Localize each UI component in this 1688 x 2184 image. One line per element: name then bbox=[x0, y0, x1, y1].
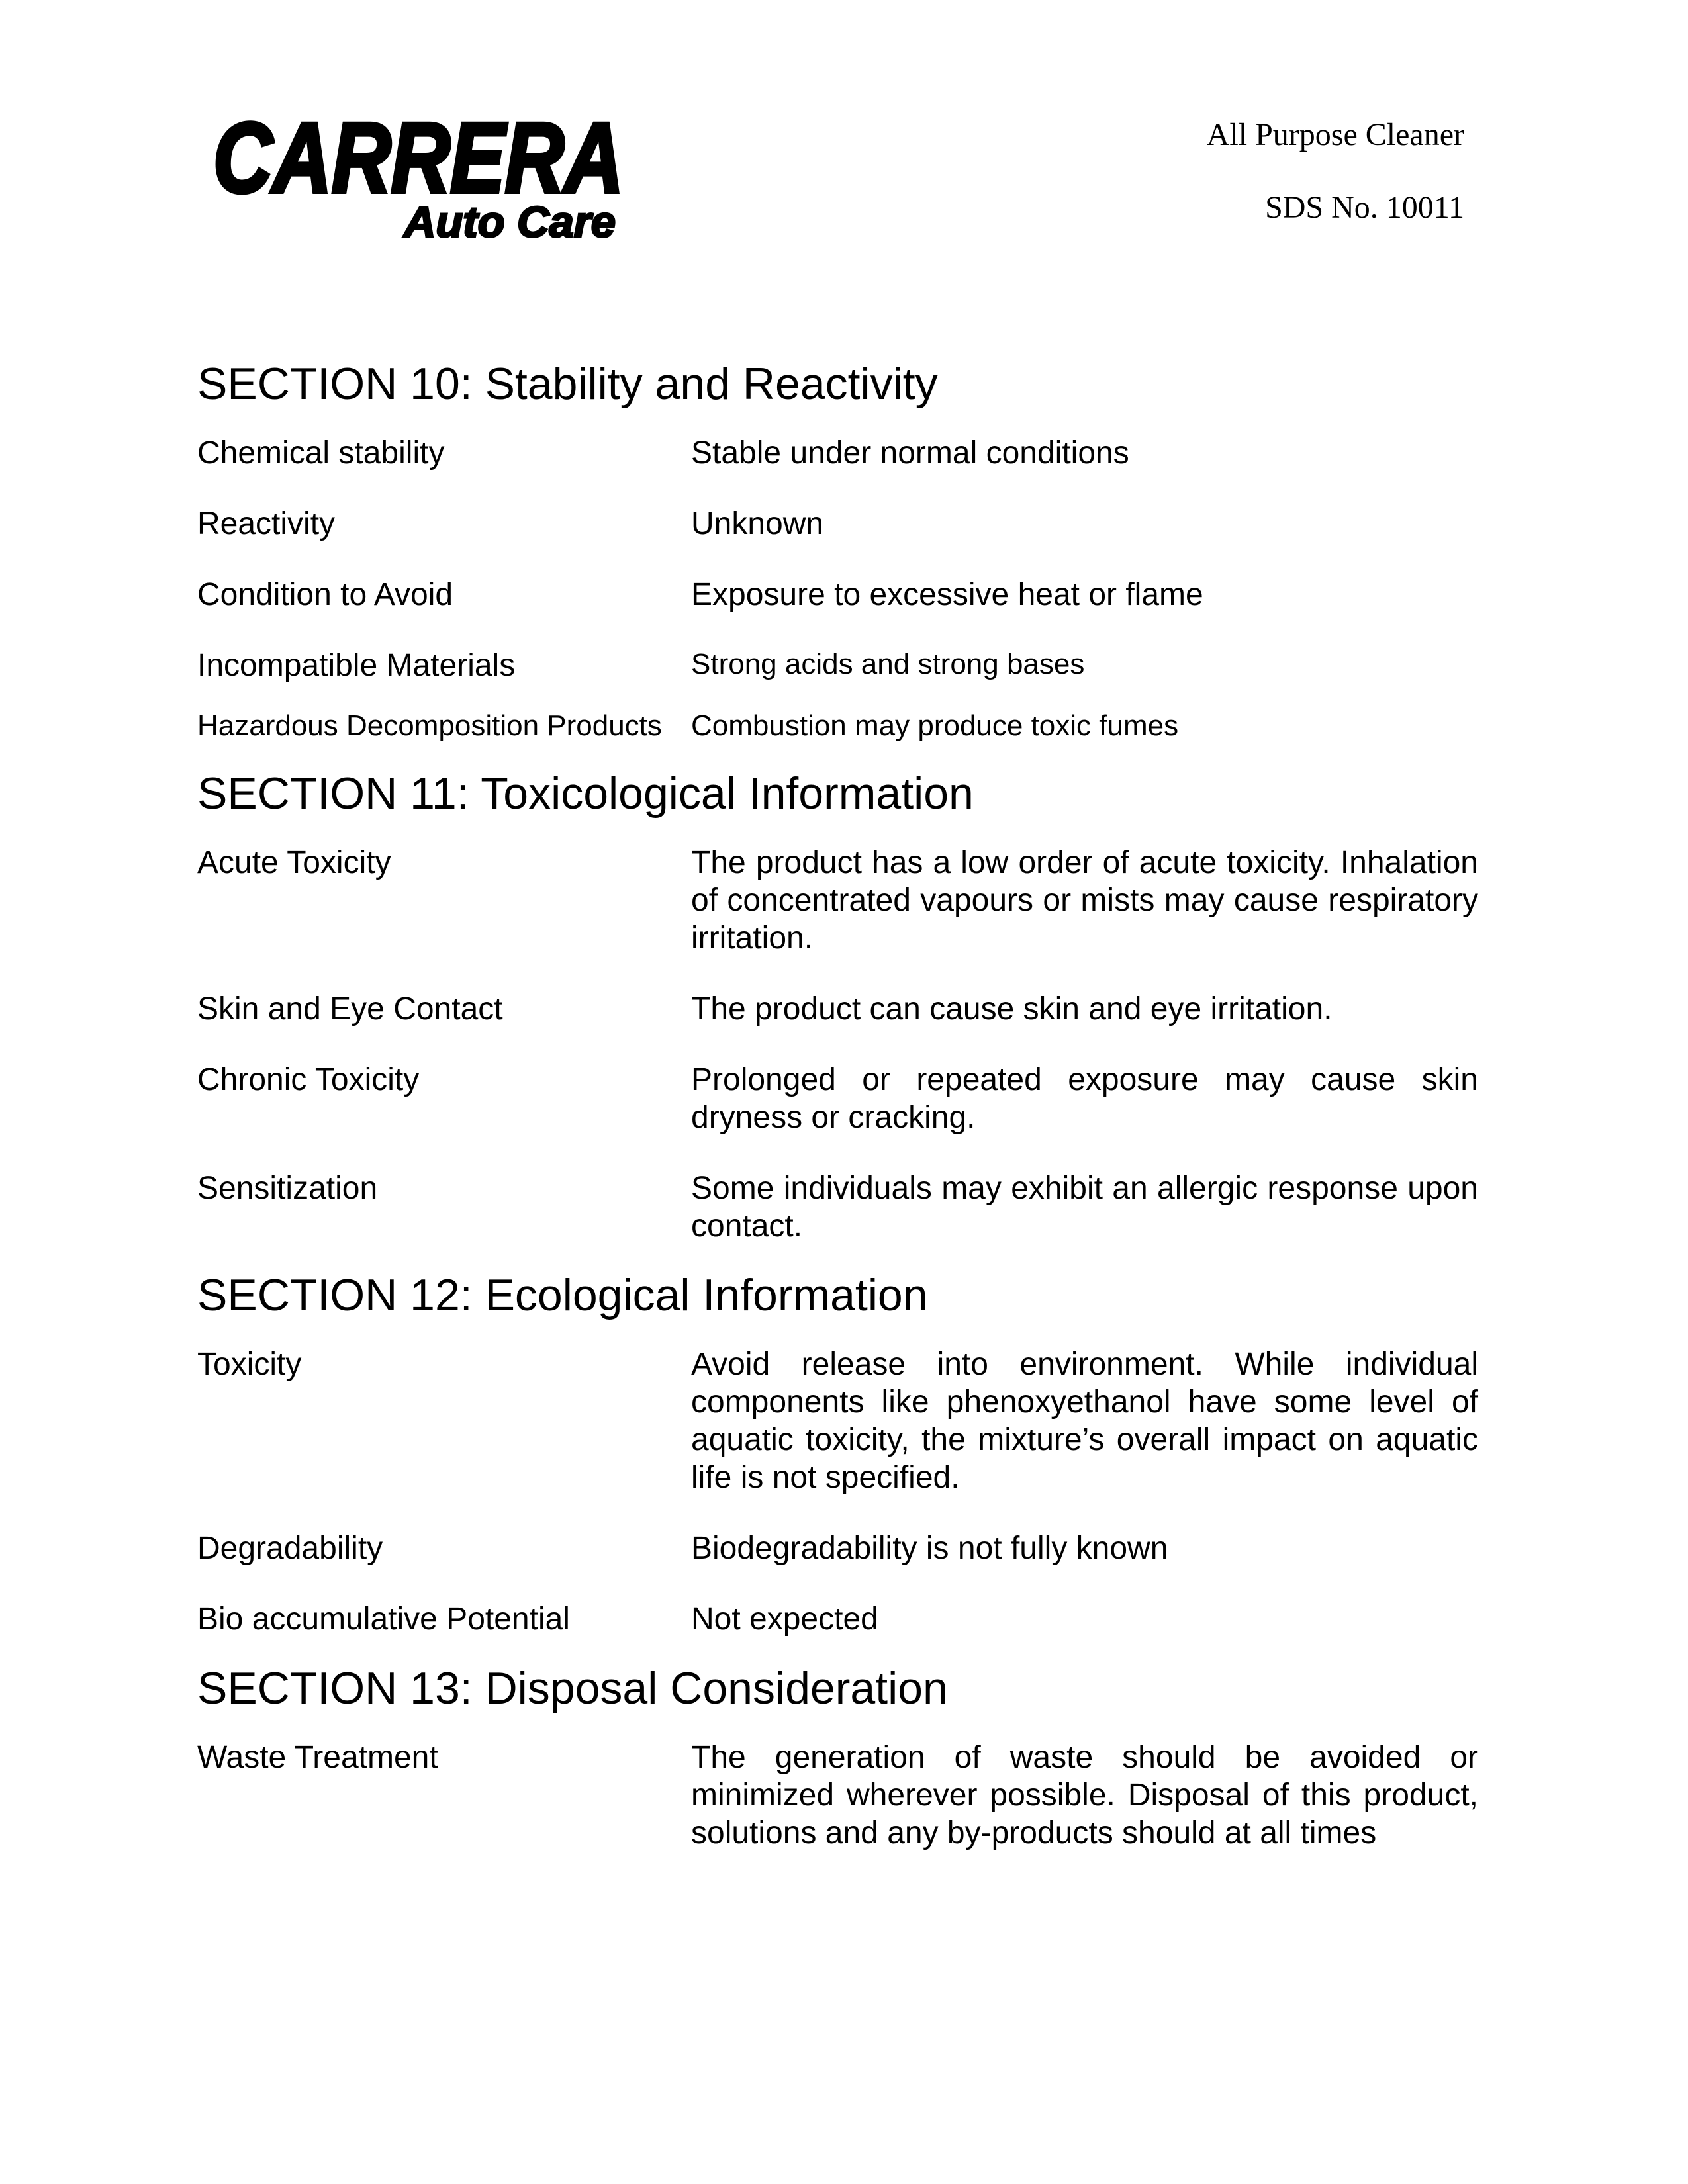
section-title: SECTION 13: Disposal Consideration bbox=[197, 1663, 948, 1713]
row-label: Condition to Avoid bbox=[197, 577, 453, 612]
table-row bbox=[197, 576, 1478, 614]
table-row bbox=[197, 1345, 1478, 1496]
sds-content bbox=[197, 357, 1478, 1885]
table-row bbox=[197, 1061, 1478, 1136]
row-label: Sensitization bbox=[197, 1171, 378, 1206]
row-label: Degradability bbox=[197, 1531, 383, 1566]
logo-brand-text: CARRERA bbox=[213, 106, 624, 213]
table-row bbox=[197, 708, 1478, 743]
row-value: The product can cause skin and eye irritation. bbox=[691, 991, 1333, 1026]
row-value: Exposure to excessive heat or flame bbox=[691, 577, 1203, 612]
section-12 bbox=[197, 1269, 1478, 1638]
row-label: Waste Treatment bbox=[197, 1740, 438, 1775]
row-value: Prolonged or repeated exposure may cause skin dryness or cracking. bbox=[691, 1062, 1478, 1135]
section-11 bbox=[197, 767, 1478, 1245]
carrera-logo bbox=[211, 106, 634, 251]
row-value: Unknown bbox=[691, 506, 824, 541]
row-value: Strong acids and strong bases bbox=[691, 648, 1085, 680]
section-10 bbox=[197, 357, 1478, 743]
row-value: Stable under normal conditions bbox=[691, 435, 1129, 471]
row-value: Biodegradability is not fully known bbox=[691, 1531, 1168, 1566]
table-row bbox=[197, 844, 1478, 957]
row-label: Toxicity bbox=[197, 1347, 302, 1382]
row-value: The generation of waste should be avoided or minimized wherever possible. Disposal of this product, solutions and any by-products should at all times bbox=[691, 1740, 1478, 1850]
section-title: SECTION 12: Ecological Information bbox=[197, 1270, 928, 1320]
sds-number: SDS No. 10011 bbox=[1265, 190, 1464, 225]
row-value: Avoid release into environment. While individual components like phenoxyethanol have some level of aquatic toxicity, the mixture’s overall impact on aquatic life is not specified. bbox=[691, 1347, 1478, 1495]
table-row bbox=[197, 1529, 1478, 1567]
row-label: Skin and Eye Contact bbox=[197, 991, 503, 1026]
row-value: Combustion may produce toxic fumes bbox=[691, 709, 1179, 742]
row-label: Hazardous Decomposition Products bbox=[197, 709, 662, 742]
logo-sub-text: Auto Care bbox=[402, 197, 616, 246]
row-value: The product has a low order of acute toxicity. Inhalation of concentrated vapours or mists may cause respiratory irritation. bbox=[691, 845, 1478, 956]
table-row bbox=[197, 434, 1478, 472]
table-row bbox=[197, 1600, 1478, 1638]
row-label: Incompatible Materials bbox=[197, 648, 516, 683]
row-value: Some individuals may exhibit an allergic response upon contact. bbox=[691, 1171, 1478, 1244]
row-label: Bio accumulative Potential bbox=[197, 1602, 570, 1637]
row-label: Chemical stability bbox=[197, 435, 445, 471]
table-row bbox=[197, 505, 1478, 543]
section-title: SECTION 10: Stability and Reactivity bbox=[197, 359, 938, 409]
table-row bbox=[197, 1739, 1478, 1852]
section-13 bbox=[197, 1662, 1478, 1852]
row-label: Chronic Toxicity bbox=[197, 1062, 420, 1097]
section-title: SECTION 11: Toxicological Information bbox=[197, 768, 974, 819]
row-label: Acute Toxicity bbox=[197, 845, 391, 880]
table-row bbox=[197, 1169, 1478, 1245]
product-name: All Purpose Cleaner bbox=[1206, 117, 1464, 152]
carrera-logo-graphic bbox=[211, 106, 634, 251]
table-row bbox=[197, 990, 1478, 1028]
table-row bbox=[197, 647, 1478, 684]
row-label: Reactivity bbox=[197, 506, 336, 541]
row-value: Not expected bbox=[691, 1602, 878, 1637]
